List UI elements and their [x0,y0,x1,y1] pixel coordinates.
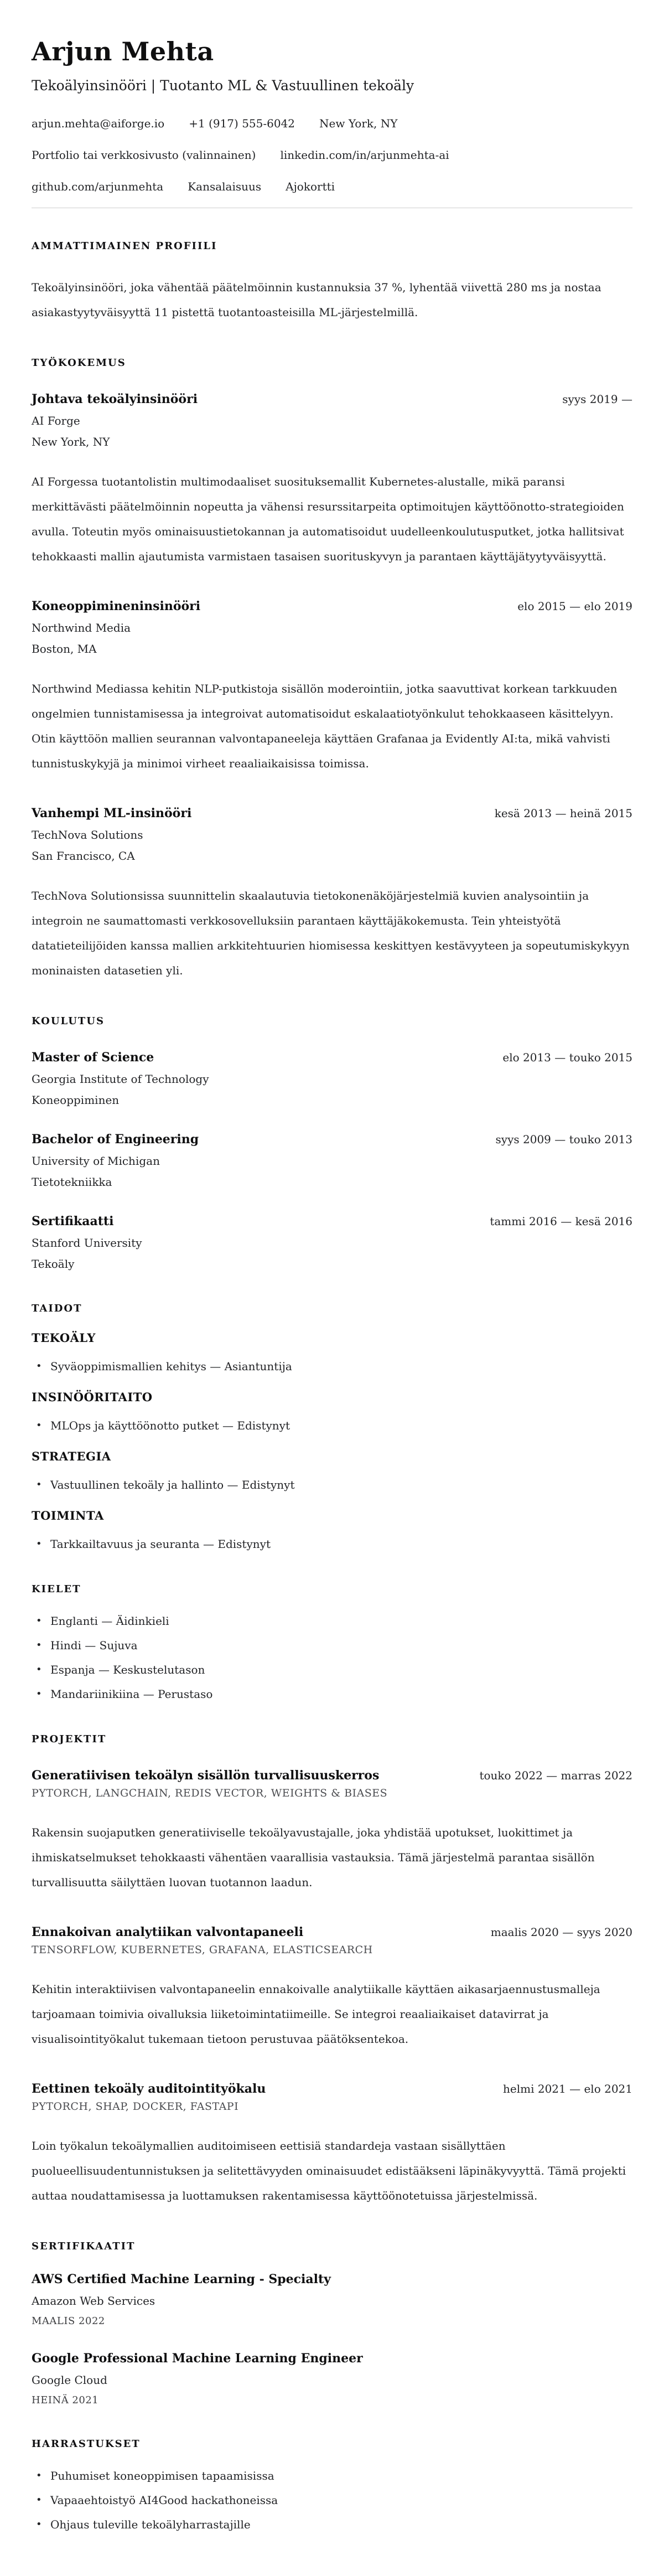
profile-text: Tekoälyinsinööri, joka vähentää päätelmöinnin kustannuksia 37 %, lyhentää viivettä 280 ms ja nostaa asiakastyytyväisyyttä 11 pistettä tuotantoasteisilla ML-järjestelmillä. [32,281,601,319]
skill-item: • Vastuullinen tekoäly ja hallinto — Edistynyt [32,1478,632,1492]
education-dates: elo 2013 — touko 2015 [502,1051,632,1065]
project-entry [32,1925,632,2052]
contact-license: Ajokortti [286,180,335,194]
job-title: Koneoppimineninsinööri [32,599,201,614]
project-title: Generatiivisen tekoälyn sisällön turvallisuuskerros [32,1768,380,1783]
job-header [32,806,632,820]
education-school: Georgia Institute of Technology [32,1072,209,1086]
section-certifications [32,2241,632,2406]
contact-row-1 [32,117,632,130]
project-entry [32,2082,632,2208]
job-description: AI Forgessa tuotantolistin multimodaaliset suosituksemallit Kubernetes-alustalle, mikä paransi merkittävästi päätelmöinnin nopeutta ja vähensi resurssitarpeita optimoitujen käyttöönotto-strategioiden avulla. Toteutin myös ominaisuustietokannan ja automatisoidut uudelleenkoulutusputket, jotka hallitsivat tehokkaasti mallin ajautumista varmistaen tasaisen suorituskyvyn ja parantaen käyttäjätyytyväisyyttä. [32,475,624,564]
resume-header [32,38,632,208]
job-title: Vanhempi ML-insinööri [32,806,192,821]
language-list [32,1614,632,1701]
skill-category: TOIMINTA [32,1509,104,1523]
project-title: Ennakoivan analytiikan valvontapaneeli [32,1925,304,1940]
education-header [32,1050,632,1065]
language-item: • Mandariinikiina — Perustaso [32,1687,632,1701]
skill-category: STRATEGIA [32,1449,111,1464]
education-entry [32,1050,632,1107]
section-languages [32,1583,632,1701]
skill-item: • Tarkkailtavuus ja seuranta — Edistynyt [32,1537,632,1551]
contact-email: arjun.mehta@aiforge.io [32,117,165,131]
project-dates: touko 2022 — marras 2022 [479,1769,632,1783]
contact-citizenship: Kansalaisuus [188,180,262,194]
job-description: Northwind Mediassa kehitin NLP-putkistoja sisällön moderointiin, jotka saavuttivat korkean tarkkuuden ongelmien tunnistamisessa ja integroivat automatisoidut eskalaatiotyönkulut tehokkaaseen käsittelyyn. Otin käyttöön mallien seurannan valvontapaneeleja käyttäen Grafanaa ja Evidently AI:ta, mikä vahvisti tunnistuskykyjä ja minimoi virheet reaaliaikaisissa toimissa. [32,682,618,771]
skill-category: INSINÖÖRITAITO [32,1390,153,1405]
section-education [32,1015,632,1271]
project-tech: PYTORCH, LANGCHAIN, REDIS VECTOR, WEIGHTS & BIASES [32,1787,388,1800]
hobby-list [32,2469,632,2532]
contact-portfolio: Portfolio tai verkkosivusto (valinnainen) [32,148,256,162]
job-header [32,599,632,613]
education-header [32,1132,632,1147]
skill-group [32,1331,632,1374]
candidate-headline: Tekoälyinsinööri | Tuotanto ML & Vastuullinen tekoäly [32,77,414,94]
education-entry [32,1214,632,1271]
skills-heading: TAIDOT [32,1303,82,1315]
contact-row-2 [32,148,632,162]
section-hobbies [32,2438,632,2532]
certification-entry [32,2351,632,2406]
contact-linkedin: linkedin.com/in/arjunmehta-ai [280,148,449,162]
language-item: • Hindi — Sujuva [32,1638,632,1653]
education-heading: KOULUTUS [32,1015,105,1028]
job-entry [32,392,632,569]
project-dates: maalis 2020 — syys 2020 [490,1925,632,1939]
education-dates: syys 2009 — touko 2013 [495,1133,632,1147]
experience-heading: TYÖKOKEMUS [32,357,126,369]
job-location: Boston, MA [32,642,97,656]
project-header [32,2082,632,2096]
skill-category: TEKOÄLY [32,1331,96,1345]
hobbies-heading: HARRASTUKSET [32,2438,141,2450]
certification-issuer: Amazon Web Services [32,2294,155,2308]
education-dates: tammi 2016 — kesä 2016 [490,1215,632,1228]
projects-heading: PROJEKTIT [32,1733,107,1746]
education-school: Stanford University [32,1236,142,1250]
education-field: Koneoppiminen [32,1093,120,1107]
skill-group [32,1390,632,1433]
education-degree: Bachelor of Engineering [32,1132,199,1147]
project-description: Loin työkalun tekoälymallien auditoimiseen eettisiä standardeja vastaan sisällyttäen puolueellisuudentunnistuksen ja selitettävyyden ominaisuudet edistääkseni läpinäkyvyyttä. Tämä projekti auttaa noudattamisessa ja luottamuksen rakentamisessa käyttöönotetuissa järjestelmissä. [32,2139,626,2203]
contact-location: New York, NY [319,117,398,131]
project-header [32,1768,632,1783]
job-description: TechNova Solutionsissa suunnittelin skaalautuvia tietokonenäköjärjestelmiä kuvien analysointiin ja integroin ne saumattomasti verkkosovelluksiin parantaen käyttäjäkokemusta. Tein yhteistyötä datatieteilijöiden kanssa mallien arkkitehtuurien hiomisessa keskittyen kestävyyteen ja sopeutumiskykyyn moninaisten datasetien yli. [32,889,630,978]
certification-date: HEINÄ 2021 [32,2394,99,2407]
job-title: Johtava tekoälyinsinööri [32,392,198,407]
section-experience [32,357,632,983]
contact-github: github.com/arjunmehta [32,180,164,194]
project-dates: helmi 2021 — elo 2021 [503,2082,632,2096]
project-description: Rakensin suojaputken generatiiviselle tekoälyavustajalle, joka yhdistää upotukset, luokittimet ja ihmiskatselmukset tehokkaasti vähentäen vaarallisia vastauksia. Tämä järjestelmä parantaa sisällön turvallisuutta säilyttäen luovan tuotannon laadun. [32,1826,595,1890]
skill-list [32,1537,632,1551]
skill-item: • MLOps ja käyttöönotto putket — Edistynyt [32,1418,632,1433]
section-projects [32,1733,632,2208]
contact-row-3 [32,180,632,193]
skill-item: • Syväoppimismallien kehitys — Asiantuntija [32,1359,632,1374]
education-field: Tekoäly [32,1257,75,1271]
skill-list [32,1359,632,1374]
education-school: University of Michigan [32,1154,160,1168]
project-entry [32,1768,632,1895]
education-degree: Sertifikaatti [32,1214,114,1229]
job-dates: syys 2019 — [562,393,632,406]
certification-name: AWS Certified Machine Learning - Specialty [32,2272,331,2287]
languages-heading: KIELET [32,1583,81,1596]
project-tech: PYTORCH, SHAP, DOCKER, FASTAPI [32,2100,239,2113]
job-location: New York, NY [32,435,110,449]
contact-phone: +1 (917) 555-6042 [189,117,295,131]
job-location: San Francisco, CA [32,849,135,863]
candidate-name: Arjun Mehta [32,37,214,66]
education-field: Tietotekniikka [32,1175,112,1189]
language-item: • Espanja — Keskustelutason [32,1663,632,1677]
education-degree: Master of Science [32,1050,154,1065]
education-entry [32,1132,632,1189]
certification-name: Google Professional Machine Learning Engineer [32,2351,363,2366]
project-title: Eettinen tekoäly auditointityökalu [32,2082,266,2097]
job-company: TechNova Solutions [32,828,143,842]
project-tech: TENSORFLOW, KUBERNETES, GRAFANA, ELASTICSEARCH [32,1944,373,1956]
certifications-heading: SERTIFIKAATIT [32,2241,136,2253]
certification-entry [32,2272,632,2327]
job-dates: elo 2015 — elo 2019 [517,600,632,613]
project-description: Kehitin interaktiivisen valvontapaneelin ennakoivalle analytiikalle käyttäen aikasarjaennustusmalleja tarjoamaan toimivia oivalluksia liiketoimintatiimeille. Se integroi reaaliaikaiset datavirrat ja visualisointityökalut tukemaan tietoon perustuvaa päätöksentekoa. [32,1983,600,2046]
language-item: • Englanti — Äidinkieli [32,1614,632,1628]
skill-group [32,1449,632,1492]
education-header [32,1214,632,1228]
job-company: AI Forge [32,414,80,428]
profile-heading: AMMATTIMAINEN PROFIILI [32,240,217,252]
project-header [32,1925,632,1939]
section-skills [32,1303,632,1551]
hobby-item: • Ohjaus tuleville tekoälyharrastajille [32,2517,632,2532]
certification-issuer: Google Cloud [32,2373,107,2387]
skill-group [32,1509,632,1551]
hobby-item: • Puhumiset koneoppimisen tapaamisissa [32,2469,632,2483]
job-entry [32,599,632,776]
job-header [32,392,632,406]
section-profile [32,240,632,325]
skill-list [32,1478,632,1492]
job-entry [32,806,632,983]
hobby-item: • Vapaaehtoistyö AI4Good hackathoneissa [32,2493,632,2507]
certification-date: MAALIS 2022 [32,2315,105,2327]
job-dates: kesä 2013 — heinä 2015 [494,807,632,820]
skill-list [32,1418,632,1433]
job-company: Northwind Media [32,621,131,635]
